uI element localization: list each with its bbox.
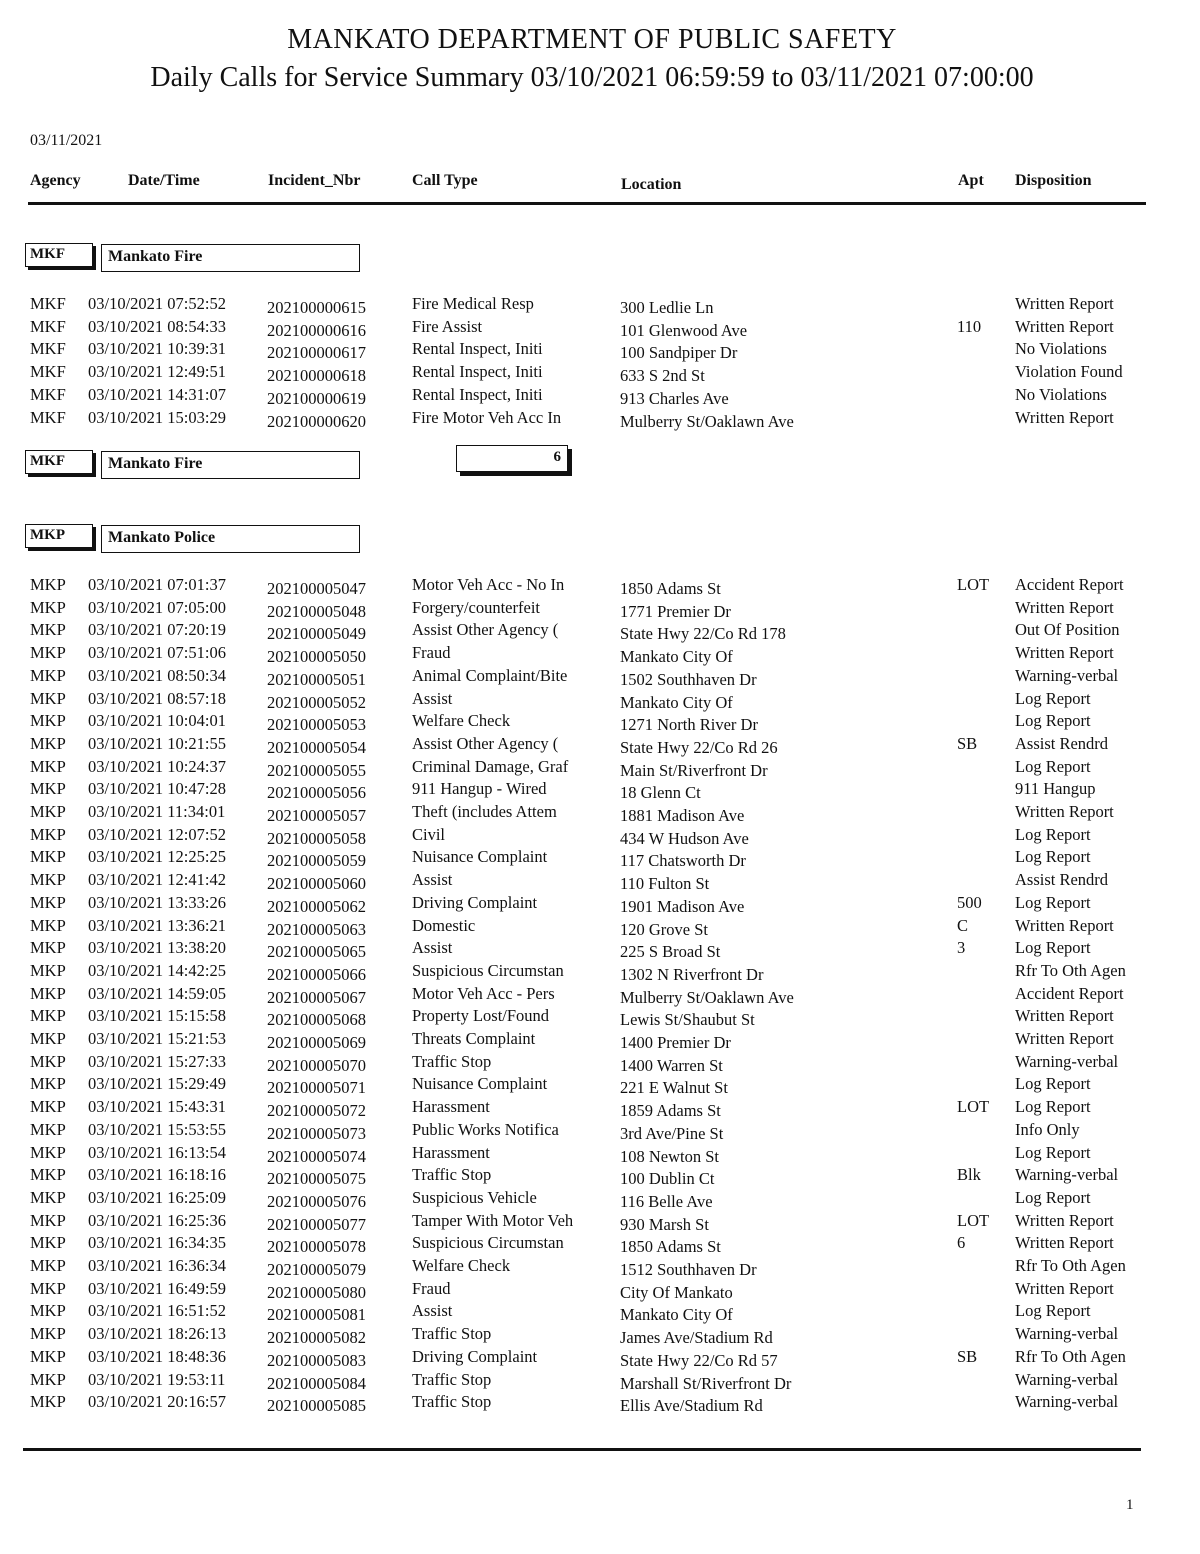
- footer-rule: [23, 1448, 1141, 1451]
- col-header-datetime: Date/Time: [128, 172, 200, 189]
- apt-cell: 3: [957, 938, 966, 958]
- agency-cell: MKF: [30, 294, 66, 313]
- incident-number-cell: 202100005067: [267, 987, 366, 1007]
- location-cell: Marshall St/Riverfront Dr: [620, 1373, 792, 1393]
- incident-number-cell: 202100005085: [267, 1396, 366, 1416]
- datetime-cell: 03/10/2021 16:18:16: [88, 1165, 226, 1185]
- incident-number-cell: 202100005069: [267, 1033, 366, 1052]
- location-cell: 116 Belle Ave: [620, 1191, 713, 1211]
- datetime-cell: 03/10/2021 15:43:31: [88, 1097, 226, 1117]
- location-cell: State Hwy 22/Co Rd 26: [620, 737, 778, 757]
- disposition-cell: Warning-verbal: [1015, 1369, 1119, 1389]
- datetime-cell: 03/10/2021 15:21:53: [88, 1029, 226, 1048]
- agency-cell: MKP: [30, 938, 66, 958]
- agency-cell: MKP: [30, 1142, 66, 1162]
- agency-cell: MKP: [30, 1210, 66, 1230]
- disposition-cell: Log Report: [1015, 688, 1091, 708]
- call-type-cell: Nuisance Complaint: [412, 847, 548, 867]
- datetime-cell: 03/10/2021 15:29:49: [88, 1074, 226, 1094]
- agency-cell: MKP: [30, 892, 66, 912]
- agency-cell: MKP: [30, 847, 66, 867]
- disposition-cell: Violation Found: [1015, 362, 1123, 382]
- incident-number-cell: 202100005076: [267, 1191, 366, 1211]
- disposition-cell: Log Report: [1015, 1187, 1091, 1207]
- call-type-cell: Traffic Stop: [412, 1369, 492, 1389]
- incident-number-cell: 202100005081: [267, 1305, 366, 1325]
- disposition-cell: No Violations: [1015, 339, 1107, 359]
- location-cell: 1400 Premier Dr: [620, 1033, 731, 1052]
- datetime-cell: 03/10/2021 19:53:11: [88, 1369, 226, 1389]
- call-type-cell: Welfare Check: [412, 711, 511, 731]
- datetime-cell: 03/10/2021 13:33:26: [88, 892, 226, 912]
- apt-cell: SB: [957, 1346, 978, 1366]
- datetime-cell: 03/10/2021 15:27:33: [88, 1051, 226, 1071]
- agency-cell: MKP: [30, 1346, 66, 1366]
- location-cell: Mulberry St/Oaklawn Ave: [620, 411, 794, 431]
- location-cell: 1302 N Riverfront Dr: [620, 964, 764, 984]
- location-cell: State Hwy 22/Co Rd 178: [620, 624, 786, 644]
- datetime-cell: 03/10/2021 11:34:01: [88, 802, 226, 821]
- disposition-cell: No Violations: [1015, 384, 1107, 404]
- call-type-cell: Nuisance Complaint: [412, 1074, 548, 1094]
- report-date: 03/11/2021: [30, 132, 103, 149]
- agency-cell: MKP: [30, 1119, 66, 1139]
- call-type-cell: Rental Inspect, Initi: [412, 362, 543, 382]
- agency-cell: MKP: [30, 620, 66, 640]
- incident-number-cell: 202100005065: [267, 942, 366, 962]
- disposition-cell: Warning-verbal: [1015, 1165, 1119, 1185]
- report-subtitle: Daily Calls for Service Summary 03/10/2021 06:59:59 to 03/11/2021 07:00:00: [150, 62, 1034, 93]
- disposition-cell: Log Report: [1015, 756, 1091, 776]
- datetime-cell: 03/10/2021 10:24:37: [88, 756, 226, 776]
- datetime-cell: 03/10/2021 16:13:54: [88, 1142, 226, 1162]
- location-cell: 913 Charles Ave: [620, 388, 729, 408]
- disposition-cell: Info Only: [1015, 1119, 1080, 1139]
- apt-cell: 500: [957, 892, 982, 912]
- agency-cell: MKP: [30, 779, 66, 799]
- incident-number-cell: 202100005053: [267, 715, 366, 735]
- agency-cell: MKP: [30, 711, 66, 731]
- incident-number-cell: 202100000618: [267, 366, 366, 386]
- disposition-cell: Written Report: [1015, 294, 1114, 313]
- datetime-cell: 03/10/2021 12:07:52: [88, 824, 226, 844]
- location-cell: 434 W Hudson Ave: [620, 828, 749, 848]
- agency-cell: MKP: [30, 983, 66, 1003]
- call-type-cell: Fraud: [412, 1278, 451, 1298]
- call-type-cell: Assist Other Agency (: [412, 620, 559, 640]
- incident-number-cell: 202100000619: [267, 388, 366, 408]
- call-type-cell: Harassment: [412, 1097, 490, 1117]
- disposition-cell: Rfr To Oth Agen: [1015, 960, 1126, 980]
- incident-number-cell: 202100005062: [267, 896, 366, 916]
- call-type-cell: Rental Inspect, Initi: [412, 384, 543, 404]
- datetime-cell: 03/10/2021 14:42:25: [88, 960, 226, 980]
- incident-number-cell: 202100005052: [267, 692, 366, 712]
- incident-number-cell: 202100005070: [267, 1055, 366, 1075]
- call-type-cell: Civil: [412, 824, 446, 844]
- call-type-cell: Suspicious Circumstan: [412, 1233, 564, 1253]
- fire-footer-code-box: MKF: [25, 450, 93, 474]
- agency-cell: MKP: [30, 1369, 66, 1389]
- apt-cell: 6: [957, 1233, 966, 1253]
- call-type-cell: Tamper With Motor Veh: [412, 1210, 574, 1230]
- agency-cell: MKP: [30, 1324, 66, 1344]
- incident-number-cell: 202100005050: [267, 647, 366, 667]
- incident-number-cell: 202100005071: [267, 1078, 366, 1098]
- location-cell: 100 Dublin Ct: [620, 1169, 715, 1189]
- datetime-cell: 03/10/2021 07:20:19: [88, 620, 226, 640]
- incident-number-cell: 202100005079: [267, 1260, 366, 1279]
- fire-agency-code-box: MKF: [25, 243, 93, 267]
- call-type-cell: Fire Assist: [412, 316, 483, 336]
- datetime-cell: 03/10/2021 12:25:25: [88, 847, 226, 867]
- disposition-cell: Warning-verbal: [1015, 1324, 1119, 1344]
- location-cell: 930 Marsh St: [620, 1214, 709, 1234]
- apt-cell: C: [957, 915, 969, 935]
- disposition-cell: Written Report: [1015, 1233, 1114, 1253]
- apt-cell: 110: [957, 316, 982, 336]
- agency-cell: MKP: [30, 1278, 66, 1298]
- location-cell: 221 E Walnut St: [620, 1078, 728, 1098]
- agency-cell: MKF: [30, 339, 66, 359]
- location-cell: 117 Chatsworth Dr: [620, 851, 746, 871]
- call-type-cell: Driving Complaint: [412, 1346, 538, 1366]
- incident-number-cell: 202100005068: [267, 1010, 366, 1030]
- agency-cell: MKP: [30, 1256, 66, 1275]
- incident-number-cell: 202100005054: [267, 737, 366, 757]
- datetime-cell: 03/10/2021 14:59:05: [88, 983, 226, 1003]
- disposition-cell: Assist Rendrd: [1015, 733, 1109, 753]
- incident-number-cell: 202100005057: [267, 806, 366, 825]
- location-cell: 1850 Adams St: [620, 1237, 721, 1257]
- call-type-cell: Assist: [412, 1301, 453, 1321]
- incident-number-cell: 202100005047: [267, 579, 366, 598]
- datetime-cell: 03/10/2021 16:36:34: [88, 1256, 226, 1275]
- location-cell: Mankato City Of: [620, 692, 733, 712]
- location-cell: 110 Fulton St: [620, 874, 710, 894]
- disposition-cell: Written Report: [1015, 1278, 1114, 1298]
- call-type-cell: Driving Complaint: [412, 892, 538, 912]
- location-cell: 1850 Adams St: [620, 579, 721, 598]
- disposition-cell: Warning-verbal: [1015, 1051, 1119, 1071]
- datetime-cell: 03/10/2021 10:04:01: [88, 711, 226, 731]
- incident-number-cell: 202100005083: [267, 1350, 366, 1370]
- location-cell: 1859 Adams St: [620, 1101, 721, 1121]
- agency-cell: MKF: [30, 384, 66, 404]
- call-type-cell: Fire Medical Resp: [412, 294, 534, 313]
- call-type-cell: Harassment: [412, 1142, 490, 1162]
- datetime-cell: 03/10/2021 07:52:52: [88, 294, 226, 313]
- call-type-cell: Animal Complaint/Bite: [412, 665, 568, 685]
- disposition-cell: 911 Hangup: [1015, 779, 1096, 799]
- location-cell: Ellis Ave/Stadium Rd: [620, 1396, 763, 1416]
- datetime-cell: 03/10/2021 16:49:59: [88, 1278, 226, 1298]
- incident-number-cell: 202100005082: [267, 1328, 366, 1348]
- call-type-cell: Property Lost/Found: [412, 1006, 550, 1026]
- incident-number-cell: 202100005058: [267, 828, 366, 848]
- agency-cell: MKP: [30, 1301, 66, 1321]
- datetime-cell: 03/10/2021 07:05:00: [88, 597, 226, 617]
- disposition-cell: Written Report: [1015, 1210, 1114, 1230]
- location-cell: 100 Sandpiper Dr: [620, 343, 738, 363]
- call-type-cell: Suspicious Circumstan: [412, 960, 564, 980]
- call-type-cell: Assist Other Agency (: [412, 733, 559, 753]
- call-type-cell: Public Works Notifica: [412, 1119, 559, 1139]
- datetime-cell: 03/10/2021 10:39:31: [88, 339, 226, 359]
- agency-cell: MKP: [30, 665, 66, 685]
- call-type-cell: Suspicious Vehicle: [412, 1187, 537, 1207]
- datetime-cell: 03/10/2021 08:50:34: [88, 665, 226, 685]
- location-cell: 18 Glenn Ct: [620, 783, 701, 803]
- agency-cell: MKP: [30, 870, 66, 890]
- agency-cell: MKP: [30, 1165, 66, 1185]
- incident-number-cell: 202100005078: [267, 1237, 366, 1257]
- call-type-cell: Domestic: [412, 915, 476, 935]
- report-title: MANKATO DEPARTMENT OF PUBLIC SAFETY: [287, 24, 897, 55]
- location-cell: City Of Mankato: [620, 1282, 733, 1302]
- call-type-cell: Assist: [412, 870, 453, 890]
- col-header-call-type: Call Type: [412, 172, 478, 189]
- location-cell: 1271 North River Dr: [620, 715, 758, 735]
- datetime-cell: 03/10/2021 15:15:58: [88, 1006, 226, 1026]
- agency-cell: MKF: [30, 316, 66, 336]
- datetime-cell: 03/10/2021 18:26:13: [88, 1324, 226, 1344]
- apt-cell: LOT: [957, 1210, 990, 1230]
- disposition-cell: Log Report: [1015, 847, 1091, 867]
- disposition-cell: Log Report: [1015, 938, 1091, 958]
- datetime-cell: 03/10/2021 16:51:52: [88, 1301, 226, 1321]
- agency-cell: MKP: [30, 802, 66, 821]
- agency-cell: MKP: [30, 960, 66, 980]
- datetime-cell: 03/10/2021 13:38:20: [88, 938, 226, 958]
- location-cell: Mankato City Of: [620, 647, 733, 667]
- disposition-cell: Out Of Position: [1015, 620, 1120, 640]
- incident-number-cell: 202100005084: [267, 1373, 366, 1393]
- agency-cell: MKP: [30, 824, 66, 844]
- call-type-cell: Traffic Stop: [412, 1324, 492, 1344]
- incident-number-cell: 202100005051: [267, 669, 366, 689]
- location-cell: 120 Grove St: [620, 919, 708, 939]
- incident-number-cell: 202100005080: [267, 1282, 366, 1302]
- apt-cell: LOT: [957, 1097, 990, 1117]
- agency-cell: MKP: [30, 1392, 66, 1412]
- datetime-cell: 03/10/2021 20:16:57: [88, 1392, 226, 1412]
- datetime-cell: 03/10/2021 07:01:37: [88, 575, 226, 594]
- datetime-cell: 03/10/2021 12:49:51: [88, 362, 226, 382]
- datetime-cell: 03/10/2021 15:03:29: [88, 407, 226, 427]
- incident-number-cell: 202100005063: [267, 919, 366, 939]
- disposition-cell: Written Report: [1015, 1029, 1114, 1048]
- col-header-incident: Incident_Nbr: [268, 172, 361, 189]
- incident-number-cell: 202100005075: [267, 1169, 366, 1189]
- call-type-cell: 911 Hangup - Wired: [412, 779, 547, 799]
- agency-cell: MKP: [30, 1074, 66, 1094]
- incident-number-cell: 202100000616: [267, 320, 366, 340]
- fire-agency-name-box: Mankato Fire: [101, 244, 360, 272]
- incident-number-cell: 202100000617: [267, 343, 366, 363]
- incident-number-cell: 202100000620: [267, 411, 366, 431]
- disposition-cell: Log Report: [1015, 711, 1091, 731]
- incident-number-cell: 202100005049: [267, 624, 366, 644]
- datetime-cell: 03/10/2021 10:21:55: [88, 733, 226, 753]
- call-type-cell: Traffic Stop: [412, 1051, 492, 1071]
- incident-number-cell: 202100005073: [267, 1123, 366, 1143]
- incident-number-cell: 202100005060: [267, 874, 366, 894]
- apt-cell: Blk: [957, 1165, 981, 1185]
- disposition-cell: Log Report: [1015, 1142, 1091, 1162]
- agency-cell: MKP: [30, 1097, 66, 1117]
- location-cell: 3rd Ave/Pine St: [620, 1123, 724, 1143]
- disposition-cell: Log Report: [1015, 1097, 1091, 1117]
- location-cell: 1881 Madison Ave: [620, 806, 745, 825]
- incident-number-cell: 202100005066: [267, 964, 366, 984]
- incident-number-cell: 202100005055: [267, 760, 366, 780]
- datetime-cell: 03/10/2021 15:53:55: [88, 1119, 226, 1139]
- page-number: 1: [1126, 1497, 1134, 1513]
- call-type-cell: Fraud: [412, 643, 451, 663]
- col-header-agency: Agency: [30, 172, 81, 189]
- call-type-cell: Fire Motor Veh Acc In: [412, 407, 562, 427]
- call-type-cell: Traffic Stop: [412, 1392, 492, 1412]
- disposition-cell: Written Report: [1015, 597, 1114, 617]
- disposition-cell: Written Report: [1015, 915, 1114, 935]
- incident-number-cell: 202100005056: [267, 783, 366, 803]
- call-type-cell: Threats Complaint: [412, 1029, 536, 1048]
- agency-cell: MKP: [30, 1233, 66, 1253]
- agency-cell: MKP: [30, 733, 66, 753]
- datetime-cell: 03/10/2021 12:41:42: [88, 870, 226, 890]
- location-cell: 225 S Broad St: [620, 942, 721, 962]
- police-agency-name-box: Mankato Police: [101, 525, 360, 553]
- agency-cell: MKP: [30, 1187, 66, 1207]
- disposition-cell: Rfr To Oth Agen: [1015, 1346, 1126, 1366]
- incident-number-cell: 202100005072: [267, 1101, 366, 1121]
- agency-cell: MKF: [30, 362, 66, 382]
- agency-cell: MKP: [30, 1051, 66, 1071]
- disposition-cell: Warning-verbal: [1015, 1392, 1119, 1412]
- agency-cell: MKP: [30, 1029, 66, 1048]
- disposition-cell: Written Report: [1015, 316, 1114, 336]
- agency-cell: MKP: [30, 575, 66, 594]
- disposition-cell: Warning-verbal: [1015, 665, 1119, 685]
- location-cell: Lewis St/Shaubut St: [620, 1010, 755, 1030]
- agency-cell: MKP: [30, 643, 66, 663]
- apt-cell: SB: [957, 733, 978, 753]
- datetime-cell: 03/10/2021 16:25:09: [88, 1187, 226, 1207]
- fire-footer-name-box: Mankato Fire: [101, 451, 360, 479]
- datetime-cell: 03/10/2021 16:34:35: [88, 1233, 226, 1253]
- datetime-cell: 03/10/2021 08:57:18: [88, 688, 226, 708]
- call-type-cell: Motor Veh Acc - Pers: [412, 983, 555, 1003]
- disposition-cell: Accident Report: [1015, 983, 1124, 1003]
- col-header-disposition: Disposition: [1015, 172, 1092, 189]
- location-cell: Main St/Riverfront Dr: [620, 760, 768, 780]
- location-cell: 633 S 2nd St: [620, 366, 705, 386]
- call-type-cell: Rental Inspect, Initi: [412, 339, 543, 359]
- datetime-cell: 03/10/2021 13:36:21: [88, 915, 226, 935]
- disposition-cell: Rfr To Oth Agen: [1015, 1256, 1126, 1275]
- location-cell: Mulberry St/Oaklawn Ave: [620, 987, 794, 1007]
- datetime-cell: 03/10/2021 08:54:33: [88, 316, 226, 336]
- location-cell: 300 Ledlie Ln: [620, 298, 714, 317]
- agency-cell: MKP: [30, 756, 66, 776]
- agency-cell: MKP: [30, 597, 66, 617]
- call-type-cell: Forgery/counterfeit: [412, 597, 540, 617]
- fire-call-count: 6: [456, 445, 568, 472]
- incident-number-cell: 202100005059: [267, 851, 366, 871]
- call-type-cell: Assist: [412, 688, 453, 708]
- disposition-cell: Assist Rendrd: [1015, 870, 1109, 890]
- call-type-cell: Assist: [412, 938, 453, 958]
- call-type-cell: Theft (includes Attem: [412, 802, 557, 821]
- location-cell: 1901 Madison Ave: [620, 896, 745, 916]
- location-cell: 1400 Warren St: [620, 1055, 723, 1075]
- call-type-cell: Traffic Stop: [412, 1165, 492, 1185]
- call-type-cell: Welfare Check: [412, 1256, 511, 1275]
- location-cell: 1771 Premier Dr: [620, 601, 731, 621]
- agency-cell: MKP: [30, 688, 66, 708]
- location-cell: 1512 Southhaven Dr: [620, 1260, 757, 1279]
- agency-cell: MKF: [30, 407, 66, 427]
- agency-cell: MKP: [30, 1006, 66, 1026]
- disposition-cell: Written Report: [1015, 643, 1114, 663]
- col-header-apt: Apt: [958, 172, 984, 189]
- disposition-cell: Log Report: [1015, 824, 1091, 844]
- location-cell: State Hwy 22/Co Rd 57: [620, 1350, 778, 1370]
- location-cell: James Ave/Stadium Rd: [620, 1328, 773, 1348]
- disposition-cell: Written Report: [1015, 407, 1114, 427]
- disposition-cell: Written Report: [1015, 802, 1114, 821]
- apt-cell: LOT: [957, 575, 990, 594]
- disposition-cell: Log Report: [1015, 1301, 1091, 1321]
- datetime-cell: 03/10/2021 07:51:06: [88, 643, 226, 663]
- disposition-cell: Log Report: [1015, 1074, 1091, 1094]
- incident-number-cell: 202100005074: [267, 1146, 366, 1166]
- incident-number-cell: 202100000615: [267, 298, 366, 317]
- location-cell: 108 Newton St: [620, 1146, 719, 1166]
- disposition-cell: Written Report: [1015, 1006, 1114, 1026]
- agency-cell: MKP: [30, 915, 66, 935]
- call-type-cell: Motor Veh Acc - No In: [412, 575, 565, 594]
- disposition-cell: Accident Report: [1015, 575, 1124, 594]
- datetime-cell: 03/10/2021 16:25:36: [88, 1210, 226, 1230]
- incident-number-cell: 202100005048: [267, 601, 366, 621]
- disposition-cell: Log Report: [1015, 892, 1091, 912]
- datetime-cell: 03/10/2021 18:48:36: [88, 1346, 226, 1366]
- datetime-cell: 03/10/2021 10:47:28: [88, 779, 226, 799]
- police-agency-code-box: MKP: [25, 524, 93, 548]
- location-cell: 1502 Southhaven Dr: [620, 669, 757, 689]
- location-cell: 101 Glenwood Ave: [620, 320, 748, 340]
- location-cell: Mankato City Of: [620, 1305, 733, 1325]
- call-type-cell: Criminal Damage, Graf: [412, 756, 569, 776]
- datetime-cell: 03/10/2021 14:31:07: [88, 384, 226, 404]
- incident-number-cell: 202100005077: [267, 1214, 366, 1234]
- header-rule: [28, 202, 1146, 205]
- col-header-location: Location: [621, 176, 682, 193]
